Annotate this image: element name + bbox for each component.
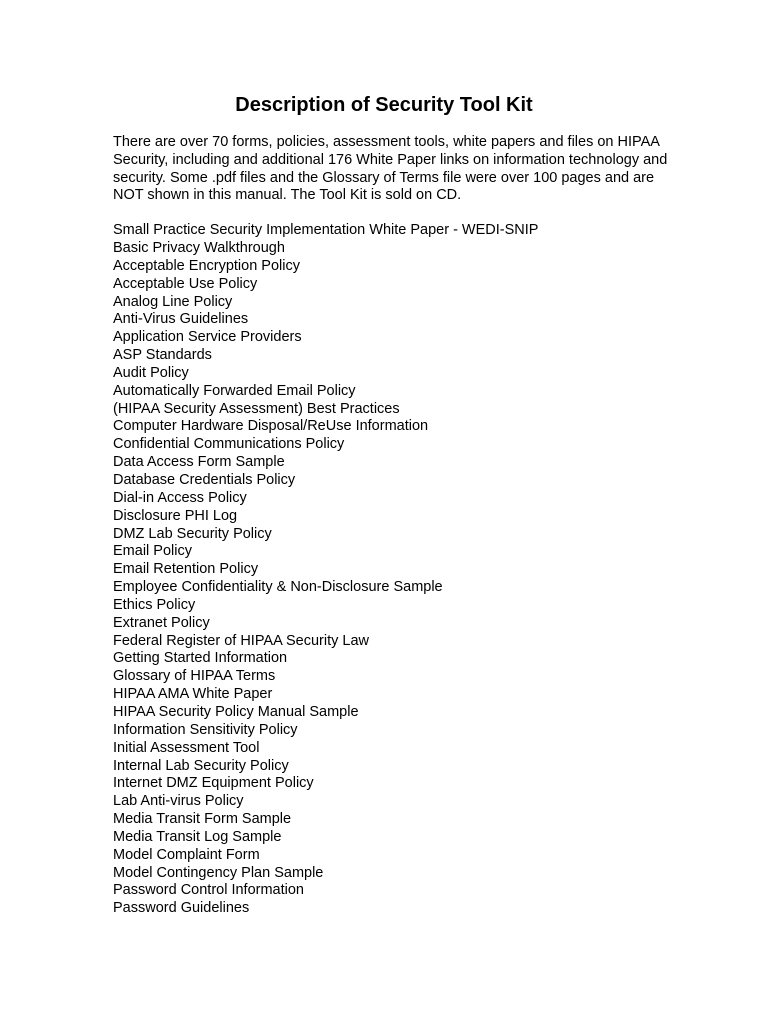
- list-item: Getting Started Information: [113, 650, 288, 667]
- list-item: Disclosure PHI Log: [113, 507, 238, 524]
- list-item: Extranet Policy: [113, 614, 210, 631]
- list-item: Password Guidelines: [113, 900, 250, 917]
- list-item: Internet DMZ Equipment Policy: [113, 775, 314, 792]
- list-item: Acceptable Use Policy: [113, 275, 258, 292]
- list-item: Password Control Information: [113, 882, 304, 899]
- list-item: Ethics Policy: [113, 596, 196, 613]
- intro-paragraph: There are over 70 forms, policies, assessment tools, white papers and files on HIPAA Security, including and additional 176 White Paper links on information technology and security. Some .pdf files and the Glossary of Terms file were over 100 pages and are NOT shown in this manual. The Tool Kit is sold on CD.: [113, 134, 668, 204]
- list-item: Employee Confidentiality & Non-Disclosure Sample: [113, 579, 443, 596]
- list-item: Database Credentials Policy: [113, 472, 296, 488]
- tool-kit-item-list: [113, 222, 673, 918]
- list-item: Confidential Communications Policy: [113, 436, 345, 453]
- list-item: Basic Privacy Walkthrough: [113, 240, 285, 257]
- list-item: Application Service Providers: [113, 329, 302, 346]
- list-item: Small Practice Security Implementation White Paper - WEDI-SNIP: [113, 222, 539, 239]
- list-item: Internal Lab Security Policy: [113, 757, 289, 774]
- list-item: DMZ Lab Security Policy: [113, 525, 272, 542]
- list-item: Glossary of HIPAA Terms: [113, 668, 276, 685]
- list-item: Automatically Forwarded Email Policy: [113, 382, 356, 399]
- list-item: ASP Standards: [113, 347, 212, 364]
- list-item: Media Transit Log Sample: [113, 828, 282, 845]
- document-title: Description of Security Tool Kit: [235, 94, 533, 116]
- list-item: HIPAA AMA White Paper: [113, 686, 273, 703]
- list-item: Audit Policy: [113, 364, 189, 381]
- list-item: Anti-Virus Guidelines: [113, 311, 249, 328]
- list-item: Federal Register of HIPAA Security Law: [113, 632, 370, 649]
- list-item: Email Retention Policy: [113, 561, 259, 578]
- list-item: Email Policy: [113, 543, 192, 560]
- list-item: Information Sensitivity Policy: [113, 721, 298, 738]
- list-item: Acceptable Encryption Policy: [113, 257, 300, 274]
- list-item: Initial Assessment Tool: [113, 739, 260, 756]
- list-item: Dial-in Access Policy: [113, 489, 247, 506]
- document-page: [113, 92, 673, 918]
- list-item: Computer Hardware Disposal/ReUse Information: [113, 418, 429, 435]
- list-item: Media Transit Form Sample: [113, 811, 292, 828]
- list-item: Data Access Form Sample: [113, 454, 285, 471]
- list-item: Analog Line Policy: [113, 293, 233, 310]
- list-item: (HIPAA Security Assessment) Best Practices: [113, 400, 400, 417]
- list-item: Lab Anti-virus Policy: [113, 793, 244, 810]
- list-item: Model Contingency Plan Sample: [113, 864, 324, 881]
- list-item: Model Complaint Form: [113, 846, 260, 863]
- list-item: HIPAA Security Policy Manual Sample: [113, 703, 359, 720]
